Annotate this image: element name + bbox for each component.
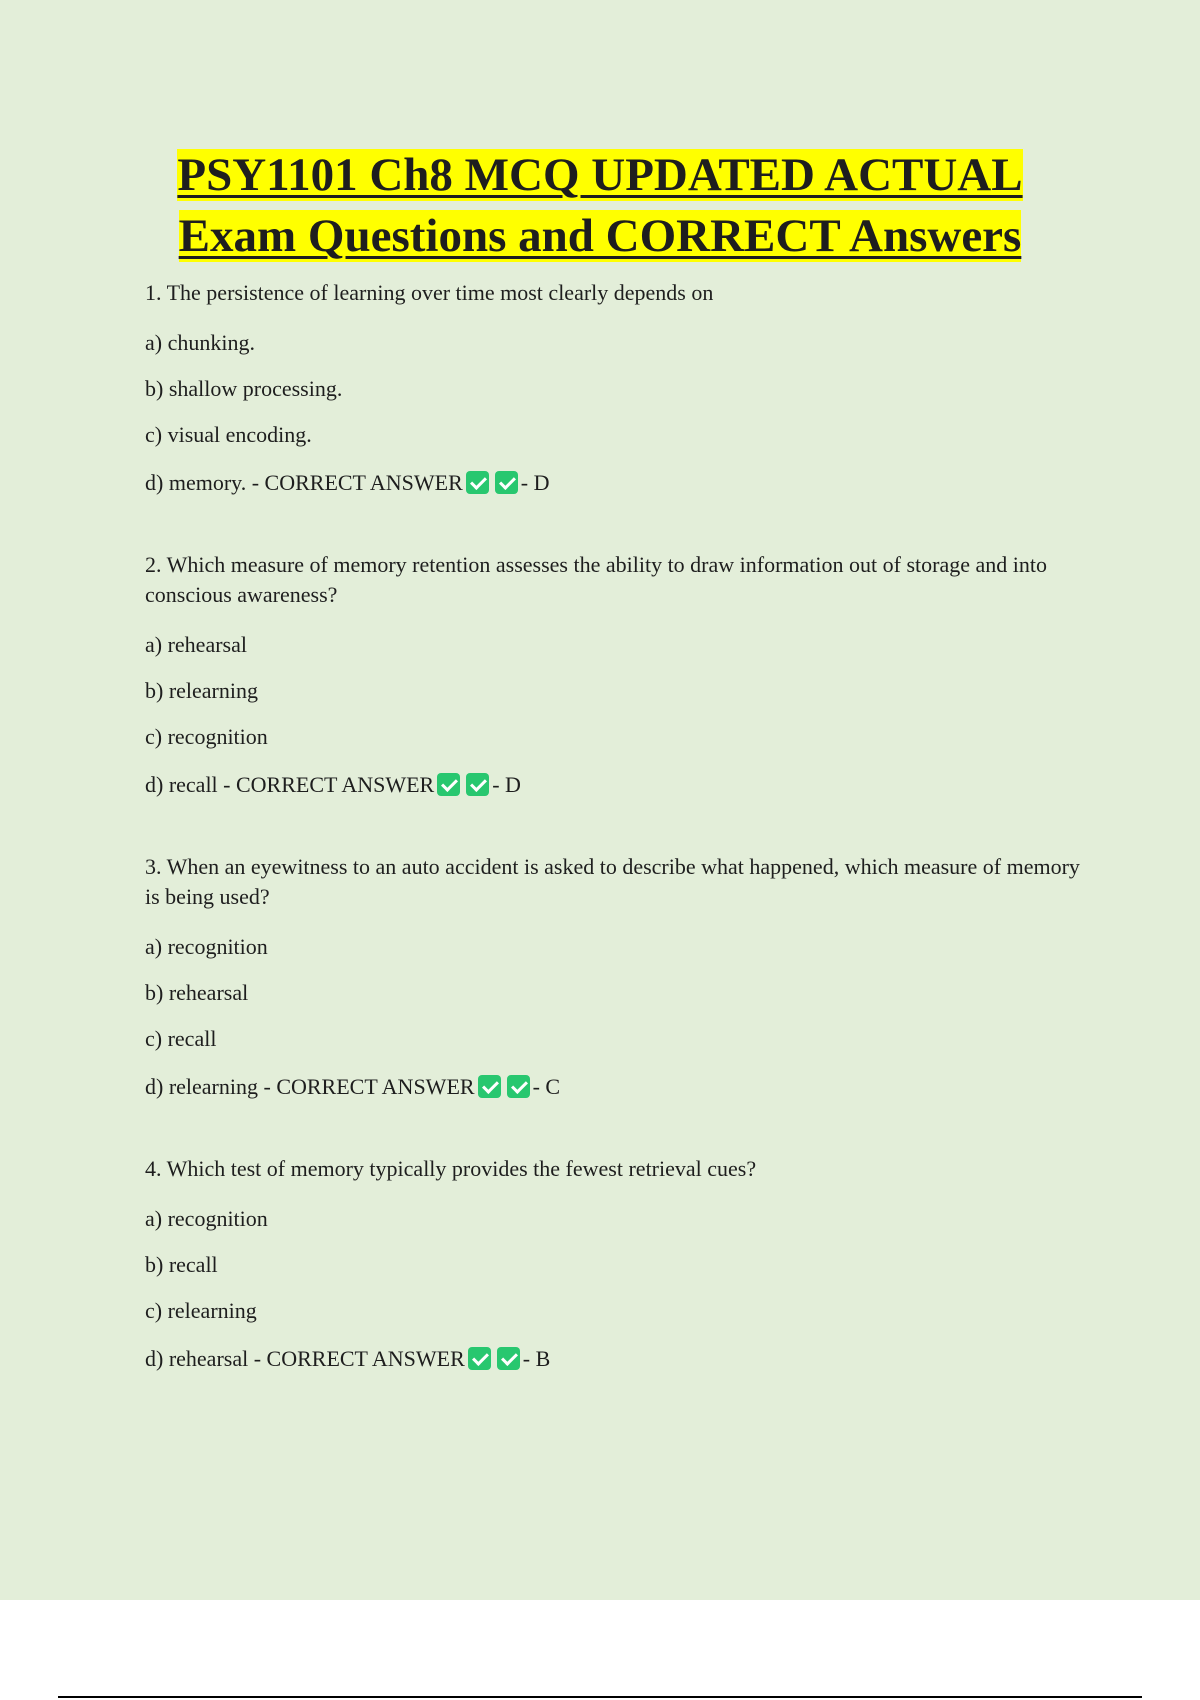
checkmark-icon <box>495 471 518 494</box>
answer-letter: - D <box>492 772 521 797</box>
option-d-text: d) relearning - CORRECT ANSWER <box>145 1074 475 1099</box>
option-d-answer <box>145 458 1095 508</box>
checkmark-icon <box>497 1347 520 1370</box>
checkmark-icon <box>466 471 489 494</box>
option-d-text: d) recall - CORRECT ANSWER <box>145 772 435 797</box>
question-text: 3. When an eyewitness to an auto accident is asked to describe what happened, which measure of memory is being used? <box>145 854 1080 909</box>
answer-letter: - D <box>520 470 550 495</box>
checkmark-icon <box>468 1347 491 1370</box>
option-d-answer <box>145 1062 1095 1112</box>
question-text: 1. The persistence of learning over time most clearly depends on <box>145 280 714 305</box>
option-c: c) visual encoding. <box>145 422 312 447</box>
footer-divider <box>58 1696 1142 1698</box>
checkmark-icon <box>478 1075 501 1098</box>
option-d-answer <box>145 1334 1095 1384</box>
question-2 <box>145 550 1095 810</box>
option-b: b) shallow processing. <box>145 376 343 401</box>
option-d-answer <box>145 760 1095 810</box>
checkmark-icon <box>507 1075 530 1098</box>
checkmark-icon <box>437 773 460 796</box>
title-line-2: Exam Questions and CORRECT Answers <box>178 210 1022 262</box>
document-title <box>0 145 1200 267</box>
question-text: 2. Which measure of memory retention assesses the ability to draw information out of storage and into conscious awareness? <box>145 552 1047 607</box>
question-list <box>145 278 1095 1426</box>
option-c: c) recall <box>145 1026 217 1051</box>
option-b: b) recall <box>145 1252 218 1277</box>
answer-letter: - B <box>522 1346 551 1371</box>
option-a: a) recognition <box>145 1206 268 1231</box>
question-3 <box>145 852 1095 1112</box>
answer-letter: - C <box>532 1074 561 1099</box>
option-b: b) rehearsal <box>145 980 249 1005</box>
option-a: a) chunking. <box>145 330 255 355</box>
option-c: c) relearning <box>145 1298 257 1323</box>
checkmark-icon <box>466 773 489 796</box>
option-c: c) recognition <box>145 724 268 749</box>
option-d-text: d) memory. - CORRECT ANSWER <box>145 470 463 495</box>
question-text: 4. Which test of memory typically provides the fewest retrieval cues? <box>145 1156 757 1181</box>
title-line-1: PSY1101 Ch8 MCQ UPDATED ACTUAL <box>177 149 1023 201</box>
option-a: a) rehearsal <box>145 632 247 657</box>
question-1 <box>145 278 1095 508</box>
question-4 <box>145 1154 1095 1384</box>
option-a: a) recognition <box>145 934 268 959</box>
option-d-text: d) rehearsal - CORRECT ANSWER <box>145 1346 465 1371</box>
option-b: b) relearning <box>145 678 258 703</box>
